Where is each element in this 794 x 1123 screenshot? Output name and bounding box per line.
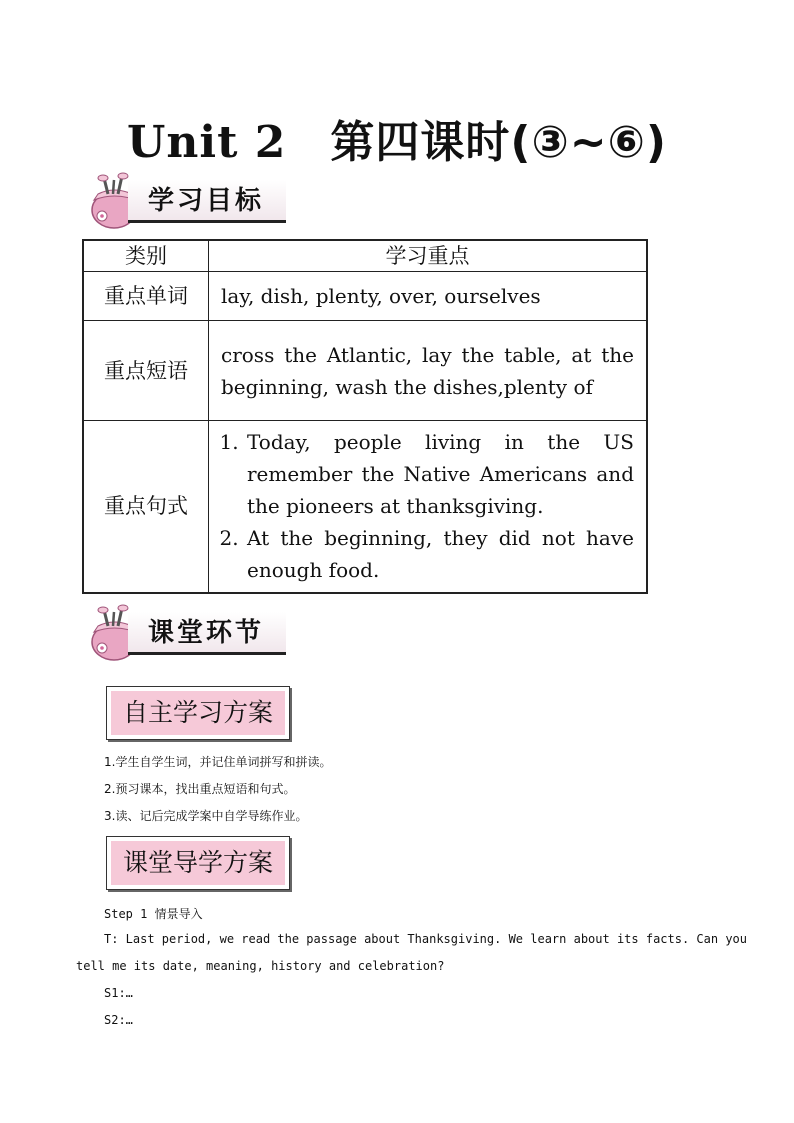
header-content: 学习重点 [209, 240, 648, 272]
table-row [83, 321, 647, 421]
dialogue-line: S2:… [104, 1013, 133, 1027]
page-title [0, 106, 794, 170]
list-item: 3.读、记后完成学案中自学导练作业。 [104, 809, 308, 823]
plan-title: 课堂导学方案 [111, 841, 285, 885]
section-banner-class [80, 604, 320, 664]
list-item: 2.预习课本，找出重点短语和句式。 [104, 782, 296, 796]
sentence-list [221, 426, 634, 586]
row-content: cross the Atlantic, lay the table, at the beginning, wash the dishes,plenty of [209, 321, 648, 421]
plan-title: 自主学习方案 [111, 691, 285, 735]
list-item: 1. Today, people living in the US remember the Native Americans and the pioneers at thanksgiving. [245, 426, 634, 522]
class-guide-plan-box [106, 836, 290, 890]
table-header-row [83, 240, 647, 272]
row-category: 重点句式 [83, 421, 209, 593]
row-category: 重点短语 [83, 321, 209, 421]
list-item: 2. At the beginning, they did not have enough food. [245, 522, 634, 586]
section-label: 学习目标 [128, 180, 286, 223]
step-heading: Step 1 情景导入 [104, 907, 203, 921]
lesson-label: 第四课时(③~⑥) [330, 117, 667, 168]
dialogue-line: S1:… [104, 986, 133, 1000]
list-item: 1.学生自学生词，并记住单词拼写和拼读。 [104, 755, 332, 769]
table-row [83, 272, 647, 321]
row-content: lay, dish, plenty, over, ourselves [209, 272, 648, 321]
row-content [209, 421, 648, 593]
dialogue-line: tell me its date, meaning, history and celebration? [76, 959, 445, 973]
section-banner-goals [80, 172, 300, 232]
row-category: 重点单词 [83, 272, 209, 321]
header-category: 类别 [83, 240, 209, 272]
dialogue-line: T: Last period, we read the passage about Thanksgiving. We learn about its facts. Can you [104, 932, 747, 946]
unit-label: Unit 2 [127, 117, 287, 168]
table-row [83, 421, 647, 593]
self-study-plan-box [106, 686, 290, 740]
goals-table [82, 239, 648, 594]
section-label: 课堂环节 [128, 612, 286, 655]
